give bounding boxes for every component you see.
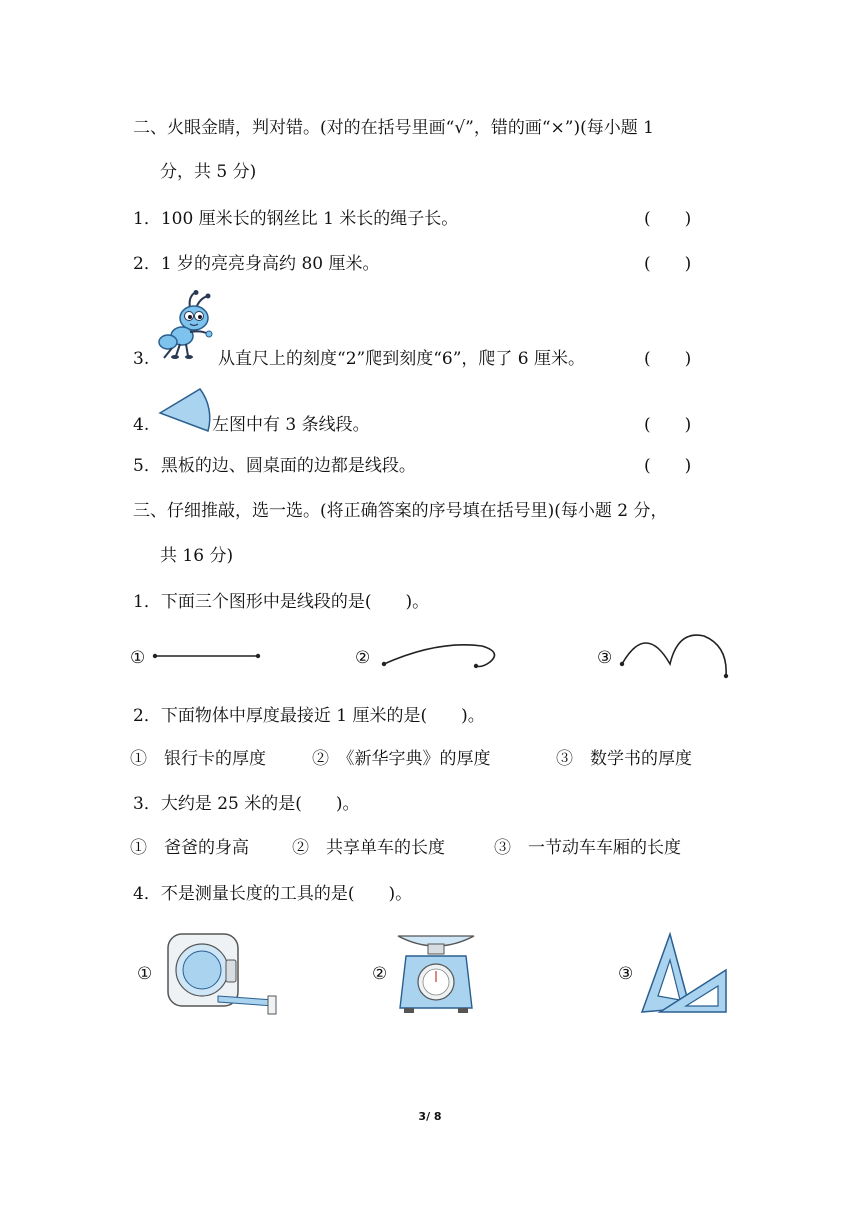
q3-option-2: ② 共享单车的长度 [292, 838, 445, 858]
question-4-text: 4．不是测量长度的工具的是( )。 [133, 884, 413, 904]
curve-figure [378, 638, 500, 672]
q3-option-3: ③ 一节动车车厢的长度 [494, 838, 681, 858]
set-square-icon [640, 930, 730, 1016]
section2-heading-line2: 分，共 5 分) [160, 162, 257, 182]
ant-icon [152, 290, 222, 362]
section3-heading-line2: 共 16 分) [160, 546, 234, 566]
option-marker-2: ② [355, 648, 371, 668]
section3-heading-line1: 三、仔细推敲，选一选。(将正确答案的序号填在括号里)(每小题 2 分， [133, 501, 668, 521]
question-1-text: 1．下面三个图形中是线段的是( )。 [133, 592, 430, 612]
tf-item-3-number: 3. [133, 349, 150, 369]
tf-item-text: 100 厘米长的钢丝比 1 米长的绳子长。 [160, 209, 459, 229]
q2-option-2: ② 《新华字典》的厚度 [312, 749, 491, 769]
tf-item-1 [133, 207, 458, 231]
line-segment-figure [150, 648, 265, 664]
tf-item-5 [133, 454, 416, 478]
answer-bracket[interactable]: ( ) [644, 456, 692, 476]
tf-item-text: 黑板的边、圆桌面的边都是线段。 [160, 456, 416, 476]
option-marker-3: ③ [618, 964, 634, 984]
option-marker-1: ① [130, 648, 146, 668]
tf-item-3-text: 从直尺上的刻度“2”爬到刻度“6”，爬了 6 厘米。 [218, 349, 586, 369]
q2-option-3: ③ 数学书的厚度 [556, 749, 692, 769]
question-3-text: 3．大约是 25 米的是( )。 [133, 794, 360, 814]
option-marker-1: ① [137, 964, 153, 984]
double-arch-figure [618, 630, 730, 680]
option-marker-2: ② [372, 964, 388, 984]
tf-item-4-text: 左图中有 3 条线段。 [212, 415, 370, 435]
q2-option-1: ① 银行卡的厚度 [130, 749, 266, 769]
question-2-text: 2．下面物体中厚度最接近 1 厘米的是( )。 [133, 706, 485, 726]
answer-bracket[interactable]: ( ) [644, 415, 692, 435]
page-number: 3/ 8 [418, 1110, 442, 1123]
kitchen-scale-icon [394, 926, 478, 1016]
option-marker-3: ③ [597, 648, 613, 668]
sector-shape-icon [156, 383, 214, 439]
tape-measure-icon [162, 930, 286, 1022]
tf-item-4-number: 4. [133, 415, 150, 435]
answer-bracket[interactable]: ( ) [644, 209, 692, 229]
answer-bracket[interactable]: ( ) [644, 349, 692, 369]
tf-item-2 [133, 252, 380, 276]
tf-item-number: 1． [133, 209, 161, 229]
section2-heading-line1: 二、火眼金睛，判对错。(对的在括号里画“√”，错的画“×”)(每小题 1 [133, 118, 654, 138]
q3-option-1: ① 爸爸的身高 [130, 838, 249, 858]
tf-item-number: 5． [133, 456, 161, 476]
answer-bracket[interactable]: ( ) [644, 254, 692, 274]
tf-item-number: 2． [133, 254, 161, 274]
tf-item-text: 1 岁的亮亮身高约 80 厘米。 [160, 254, 380, 274]
